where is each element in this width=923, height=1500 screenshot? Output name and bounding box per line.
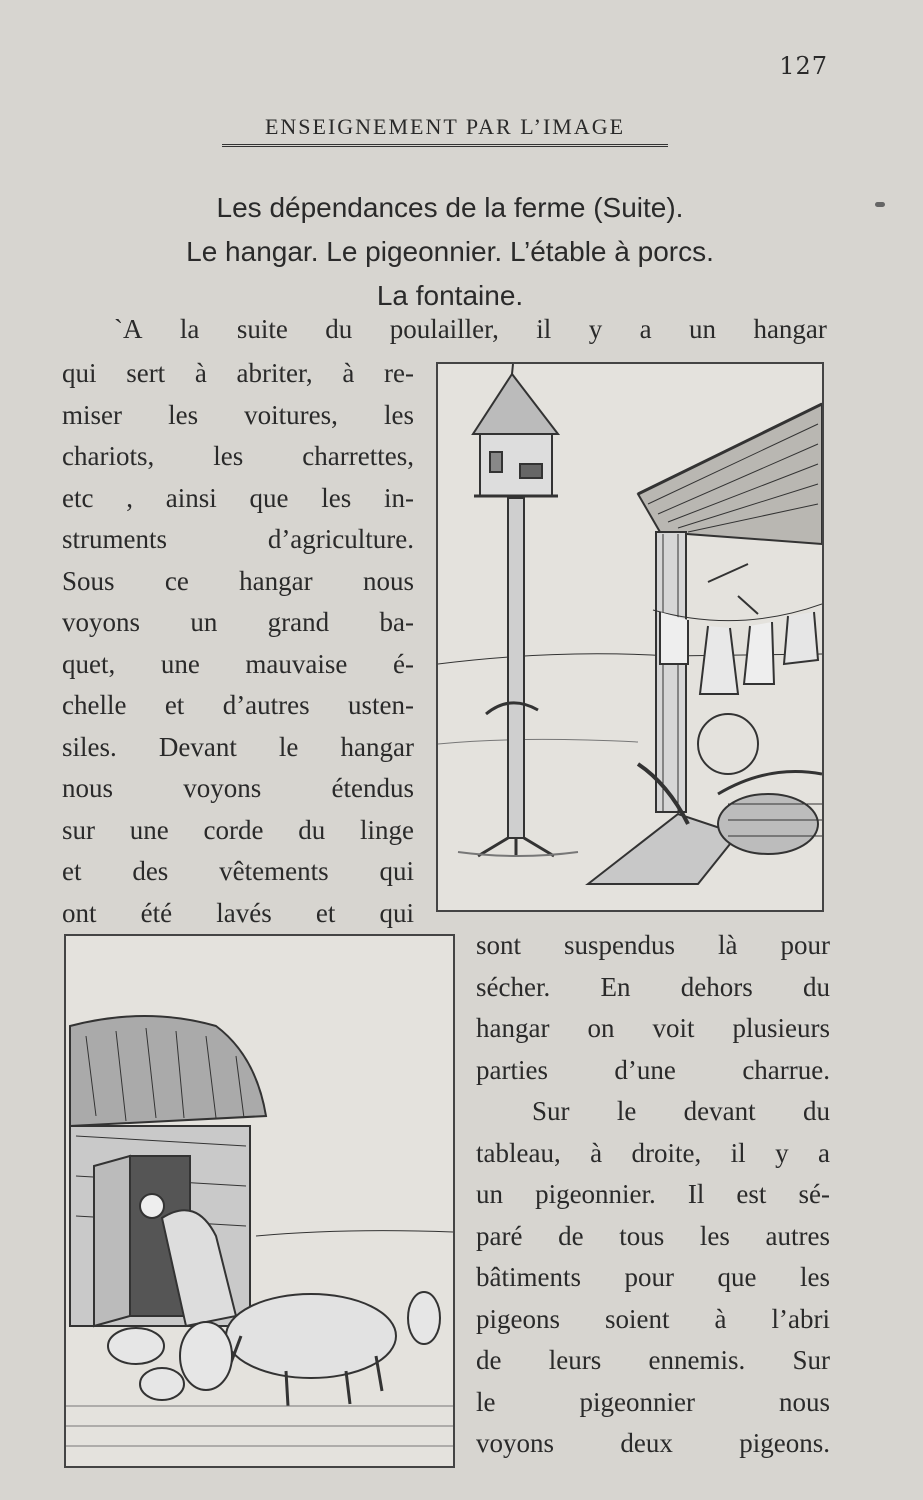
word: pigeonnier. (535, 1179, 656, 1209)
word: la (179, 314, 200, 344)
word: du (802, 1096, 830, 1126)
text-line (476, 1008, 830, 1050)
title-line-3: La fontaine. (376, 280, 524, 311)
word: le (278, 731, 299, 762)
word: leurs (548, 1345, 602, 1375)
word: é- (392, 648, 414, 679)
word: chariots, (62, 441, 155, 471)
word: là (718, 930, 738, 960)
word: charrue. (742, 1054, 830, 1085)
word: qui (379, 856, 414, 886)
text-line (114, 309, 827, 351)
title-line-2: Le hangar. Le pigeonnier. L’étable à porcs. (186, 236, 714, 267)
word: il (730, 1137, 746, 1168)
word: à (714, 1303, 727, 1334)
word: autres (765, 1220, 830, 1251)
word: siles. (62, 731, 117, 762)
word: on (587, 1013, 615, 1043)
text-line (62, 478, 414, 520)
word: un (476, 1179, 503, 1209)
word: est (736, 1179, 767, 1209)
text-line (476, 1091, 830, 1133)
word: soient (605, 1303, 670, 1334)
word: corde (203, 814, 264, 845)
word: hangar (753, 314, 827, 344)
word: des (132, 856, 169, 886)
word: , (126, 482, 133, 513)
word: d’agriculture. (267, 524, 414, 554)
word: re- (384, 358, 414, 388)
word: d’une (614, 1054, 676, 1085)
word: lavés (216, 897, 272, 928)
word: un (689, 314, 717, 344)
word: charrettes, (302, 441, 414, 471)
page-number: 127 (779, 52, 828, 80)
word: l’abri (771, 1303, 830, 1334)
text-line (62, 353, 414, 395)
text-line (62, 727, 414, 769)
word: devant (683, 1096, 756, 1126)
word: les (168, 399, 199, 430)
word: du (803, 971, 830, 1002)
word: chelle (62, 690, 127, 720)
text-line (476, 1174, 830, 1216)
word: ainsi (165, 482, 217, 513)
word: hangar (239, 565, 313, 596)
pigsty-drawing (66, 936, 453, 1466)
word: du (325, 314, 353, 344)
print-speck (875, 202, 885, 207)
lesson-title (60, 186, 840, 318)
word: le (616, 1096, 637, 1126)
word: sécher. (476, 971, 551, 1002)
word: une (160, 648, 200, 679)
word: linge (359, 814, 414, 845)
text-line (476, 1050, 830, 1092)
word: plusieurs (732, 1013, 830, 1043)
word: que (249, 482, 289, 513)
word: suite (236, 314, 288, 344)
word: `A (114, 314, 143, 344)
word: dehors (680, 971, 753, 1002)
word: les (321, 482, 352, 513)
text-line (476, 1340, 830, 1382)
word: usten- (348, 690, 414, 720)
word: et (62, 856, 82, 886)
text-line (476, 1133, 830, 1175)
word: les (799, 1262, 830, 1292)
text-line (476, 1423, 830, 1465)
word: de (558, 1220, 584, 1251)
word: voyons (183, 773, 262, 803)
word: pigeons (476, 1303, 560, 1334)
word: pour (780, 930, 830, 960)
word: deux (620, 1428, 673, 1458)
word: les (213, 441, 244, 471)
word: ennemis. (648, 1345, 746, 1375)
word: à (194, 358, 207, 388)
word: que (717, 1262, 757, 1292)
word: ba- (379, 607, 414, 637)
word: ont (62, 897, 97, 928)
word: poulailler, (389, 314, 499, 344)
word: voyons (62, 607, 141, 637)
word: Sur (792, 1345, 830, 1375)
word: voyons (476, 1428, 555, 1458)
word: et (164, 690, 185, 720)
word: grand (267, 607, 330, 637)
word: les (699, 1220, 730, 1251)
word: sé- (798, 1179, 830, 1209)
word: voitures, (244, 399, 338, 430)
text-line (62, 768, 414, 810)
word: voit (652, 1013, 695, 1043)
word: hangar (340, 731, 414, 762)
word: y (588, 314, 603, 344)
pigsty-figure (64, 934, 455, 1468)
word: a (817, 1137, 830, 1168)
text-line (62, 851, 414, 893)
text-line (62, 602, 414, 644)
word: suspendus (564, 930, 676, 960)
text-line (62, 519, 414, 561)
word: et (315, 897, 336, 928)
word: droite, (631, 1137, 702, 1168)
word: etc (62, 482, 94, 513)
text-line (62, 561, 414, 603)
word: de (476, 1345, 502, 1375)
word: d’autres (222, 690, 310, 720)
word: parties (476, 1054, 548, 1085)
word: a (639, 314, 652, 344)
word: Il (687, 1179, 705, 1209)
right-text-column (476, 925, 830, 1465)
word: les (383, 399, 414, 430)
word: tableau, (476, 1137, 561, 1168)
word: une (129, 814, 169, 845)
word: paré (476, 1220, 523, 1251)
text-line (62, 436, 414, 478)
word: le (476, 1386, 496, 1417)
word: nous (62, 773, 114, 803)
word: abriter, (236, 358, 313, 388)
word: qui (379, 897, 414, 928)
word: quet, (62, 648, 116, 679)
word: qui (62, 358, 97, 388)
word: Sur (532, 1096, 570, 1126)
text-line (62, 810, 414, 852)
text-line (62, 893, 414, 935)
text-line (476, 1299, 830, 1341)
text-line (476, 1257, 830, 1299)
word: sur (62, 814, 95, 845)
word: du (298, 814, 326, 845)
word: pigeons. (739, 1428, 830, 1458)
word: struments (62, 524, 167, 554)
word: sert (126, 358, 166, 388)
title-line-1: Les dépendances de la ferme (Suite). (216, 192, 684, 223)
word: y (775, 1137, 789, 1168)
text-line (62, 685, 414, 727)
pigeon-house-shed-drawing (438, 364, 822, 910)
intro-paragraph-line (114, 309, 827, 351)
word: à (342, 358, 355, 388)
word: miser (62, 399, 122, 430)
word: étendus (331, 773, 414, 803)
pigeon-house-shed-figure (436, 362, 824, 912)
text-line (62, 395, 414, 437)
word: mauvaise (245, 648, 348, 679)
text-line (476, 967, 830, 1009)
word: ce (164, 565, 189, 596)
text-line (476, 925, 830, 967)
text-line (62, 644, 414, 686)
text-line (476, 1382, 830, 1424)
section-heading: ENSEIGNEMENT PAR L’IMAGE (222, 114, 668, 147)
word: tous (619, 1220, 665, 1251)
word: Devant (158, 731, 237, 762)
word: nous (778, 1386, 830, 1417)
word: à (590, 1137, 603, 1168)
word: Sous (62, 565, 115, 596)
word: hangar (476, 1013, 550, 1043)
left-text-column (62, 353, 414, 934)
word: il (536, 314, 552, 344)
word: in- (383, 482, 414, 513)
word: un (190, 607, 218, 637)
text-line (476, 1216, 830, 1258)
word: nous (362, 565, 414, 596)
word: bâtiments (476, 1262, 581, 1292)
word: pour (624, 1262, 674, 1292)
word: été (140, 897, 173, 928)
word: sont (476, 930, 522, 960)
word: vêtements (219, 856, 329, 886)
word: pigeonnier (579, 1386, 695, 1417)
word: En (600, 971, 631, 1002)
